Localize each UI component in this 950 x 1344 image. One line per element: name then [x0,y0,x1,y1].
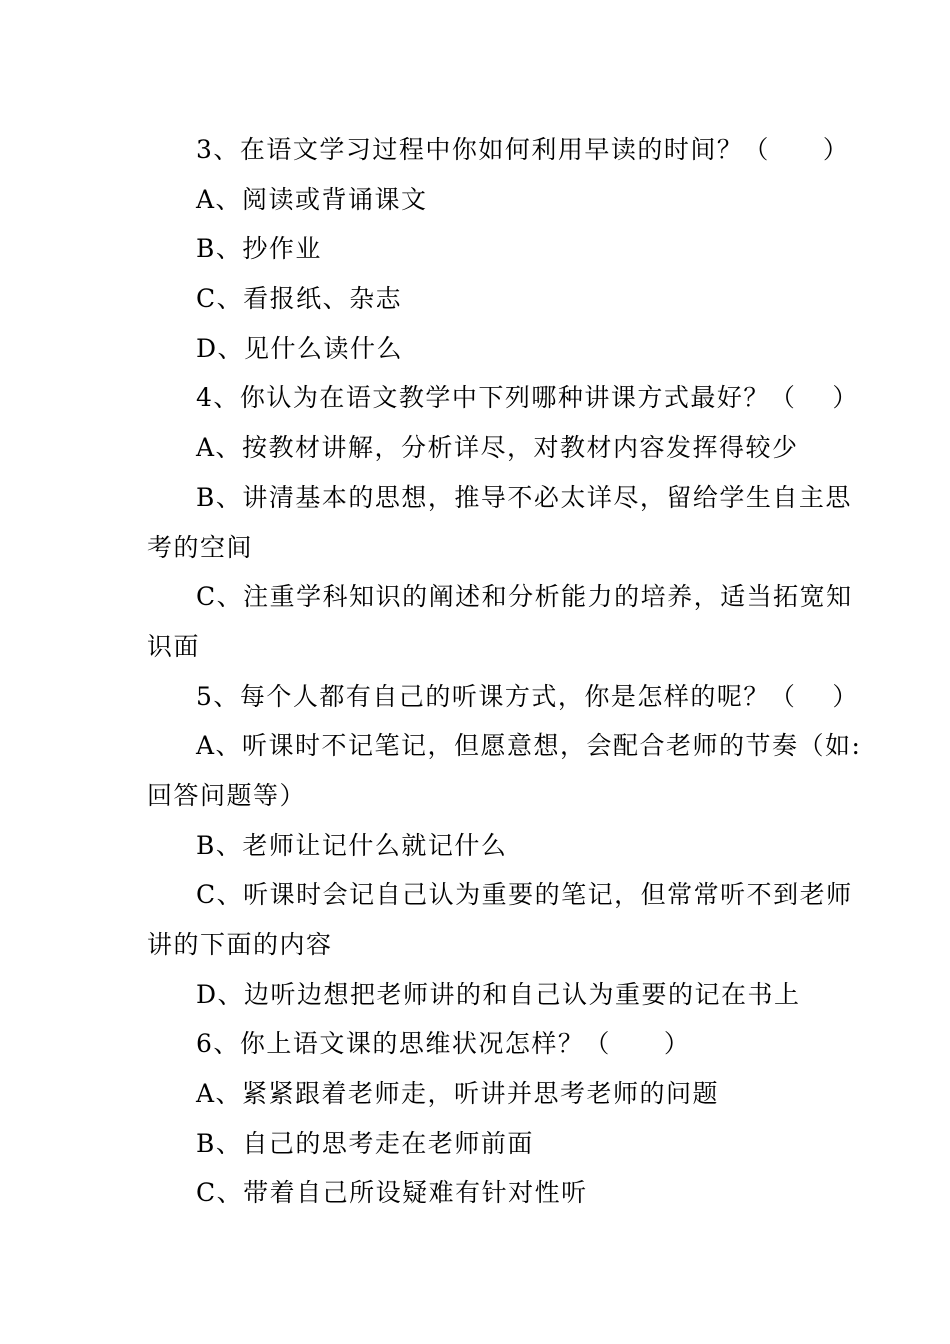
option-5d: D、边听边想把老师讲的和自己认为重要的记在书上 [196,979,801,1009]
option-4c: C、注重学科知识的阐述和分析能力的培养，适当拓宽知 [196,582,853,612]
option-3d: D、见什么读什么 [196,333,404,363]
question-4: 4、你认为在语文教学中下列哪种讲课方式最好？（ ） [196,383,859,413]
option-3b: B、抄作业 [196,234,322,264]
option-6c: C、带着自己所设疑难有针对性听 [196,1178,588,1208]
question-6: 6、你上语文课的思维状况怎样？（ ） [196,1029,691,1059]
option-3c: C、看报纸、杂志 [196,284,403,314]
question-3: 3、在语文学习过程中你如何利用早读的时间？（ ） [196,135,850,164]
option-5b: B、老师让记什么就记什么 [196,830,508,860]
survey-text [147,125,862,1218]
question-5: 5、每个人都有自己的听课方式，你是怎样的呢？（ ） [196,681,859,711]
option-6a: A、紧紧跟着老师走，听讲并思考老师的问题 [196,1079,720,1109]
option-5a: A、听课时不记笔记，但愿意想，会配合老师的节奏（如: [196,731,862,761]
option-4c-continued: 识面 [147,631,201,661]
option-5c-continued: 讲的下面的内容 [147,930,333,959]
option-4a: A、按教材讲解，分析详尽，对教材内容发挥得较少 [196,433,799,463]
option-4b-continued: 考的空间 [147,532,254,562]
option-5a-continued: 回答问题等） [147,780,307,810]
option-3a: A、阅读或背诵课文 [196,184,428,214]
option-4b: B、讲清基本的思想，推导不必太详尽，留给学生自主思 [196,482,852,512]
option-5c: C、听课时会记自己认为重要的笔记，但常常听不到老师 [196,880,853,910]
option-6b: B、自己的思考走在老师前面 [196,1128,534,1158]
